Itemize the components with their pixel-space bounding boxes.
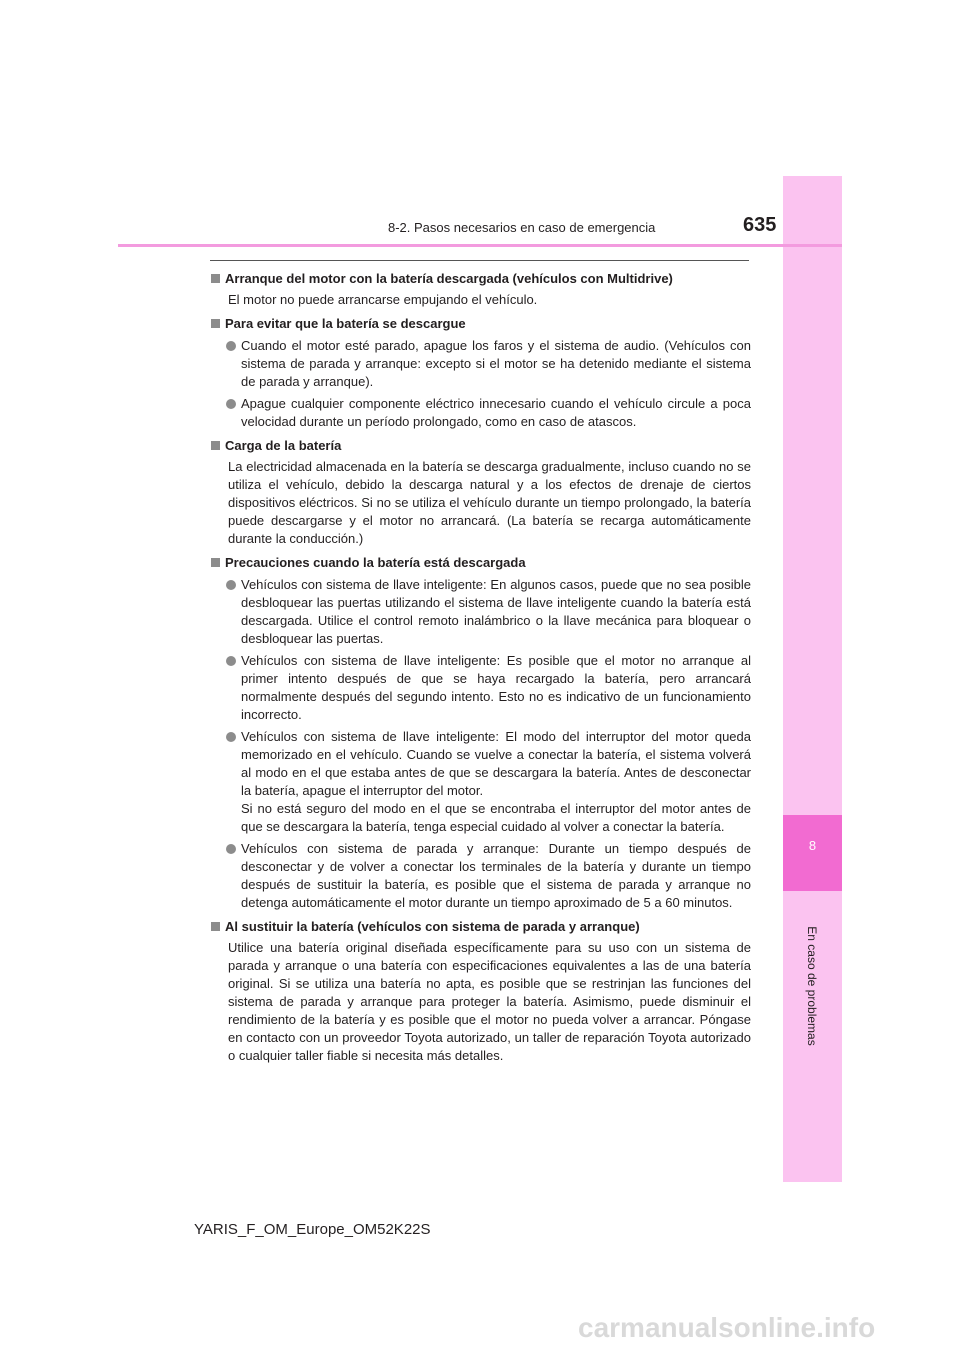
circle-bullet-icon xyxy=(226,844,236,854)
section-sustituir xyxy=(210,918,751,1065)
section-evitar-descarga xyxy=(210,315,751,431)
list-item: Vehículos con sistema de llave inteligente: Es posible que el motor no arranque al primer intento después de que se haya recargado la batería, pero arrancará normalmente después del segundo intento. Esto no es indicativo de un funcionamiento incorrecto. xyxy=(210,652,751,724)
list-item: Vehículos con sistema de llave inteligente: El modo del interruptor del motor queda memorizado en el vehículo. Cuando se vuelve a conectar la batería, el sistema volverá al modo en el que estaba antes de que se descargara la batería. Antes de desconectar la batería, apague el interruptor del motor. Si no está seguro del modo en el que se encontraba el interruptor del motor antes de que se descargara la batería, tenga especial cuidado al volver a conectar la batería. xyxy=(210,728,751,836)
square-bullet-icon xyxy=(211,319,220,328)
square-bullet-icon xyxy=(211,441,220,450)
section-title: Carga de la batería xyxy=(210,437,751,455)
circle-bullet-icon xyxy=(226,580,236,590)
page-content xyxy=(210,266,751,1071)
section-paragraph: Utilice una batería original diseñada específicamente para su uso con un sistema de parada y arranque o una batería con especificaciones equivalentes a las de una batería original. Si se utiliza una batería no apta, es posible que se restrinjan las funciones del sistema de parada y arranque para proteger la batería. Asimismo, puede disminuir el rendimiento de la batería y es posible que el motor no pueda volver a arrancar. Póngase en contacto con un proveedor Toyota autorizado, un taller de reparación Toyota autorizado o cualquier taller fiable si necesita más detalles. xyxy=(228,940,751,1063)
square-bullet-icon xyxy=(211,558,220,567)
section-title: Arranque del motor con la batería descargada (vehículos con Multidrive) xyxy=(210,270,751,288)
document-code: YARIS_F_OM_Europe_OM52K22S xyxy=(194,1221,431,1238)
section-paragraph: El motor no puede arrancarse empujando el vehículo. xyxy=(228,292,538,307)
section-title: Para evitar que la batería se descargue xyxy=(210,315,751,333)
circle-bullet-icon xyxy=(226,341,236,351)
section-arranque xyxy=(210,270,751,309)
section-title: Al sustituir la batería (vehículos con sistema de parada y arranque) xyxy=(210,918,751,936)
chapter-number: 8 xyxy=(808,838,817,853)
circle-bullet-icon xyxy=(226,732,236,742)
list-item: Vehículos con sistema de parada y arranque: Durante un tiempo después de desconectar y de volver a conectar los terminales de la batería y durante un tiempo después de sustituir la batería, es posible que el sistema de parada y arranque no detenga automáticamente el motor durante un tiempo aproximado de 5 a 60 minutos. xyxy=(210,840,751,912)
list-item: Vehículos con sistema de llave inteligente: En algunos casos, puede que no sea posible desbloquear las puertas utilizando el sistema de llave inteligente cuando la batería está descargada. Utilice el control remoto inalámbrico o la llave mecánica para bloquear o desbloquear las puertas. xyxy=(210,576,751,648)
page-number: 635 xyxy=(743,214,777,236)
section-title: Precauciones cuando la batería está descargada xyxy=(210,554,751,572)
section-precauciones xyxy=(210,554,751,912)
chapter-number-marker xyxy=(783,815,842,891)
section-carga xyxy=(210,437,751,548)
section-paragraph: La electricidad almacenada en la batería se descarga gradualmente, incluso cuando no se utiliza el vehículo, debido la descarga natural y a los efectos de drenaje de ciertos dispositivos eléctricos. Si no se utiliza el vehículo durante un tiempo prolongado, la batería puede descargarse y el motor no arrancará. (La batería se recarga automáticamente durante la conducción.) xyxy=(228,459,751,546)
watermark: carmanualsonline.info xyxy=(578,1312,876,1343)
list-item-extra: Si no está seguro del modo en el que se encontraba el interruptor del motor antes de que se descargara la batería, tenga especial cuidado al volver a conectar la batería. xyxy=(241,801,751,834)
circle-bullet-icon xyxy=(226,399,236,409)
chapter-title: En caso de problemas xyxy=(805,926,819,1046)
circle-bullet-icon xyxy=(226,656,236,666)
list-item: Apague cualquier componente eléctrico innecesario cuando el vehículo circule a poca velocidad durante un período prolongado, como en caso de atascos. xyxy=(210,395,751,431)
running-header: 8-2. Pasos necesarios en caso de emergencia xyxy=(388,220,656,235)
header-rule xyxy=(118,244,842,247)
content-top-rule xyxy=(210,260,749,261)
square-bullet-icon xyxy=(211,922,220,931)
list-item: Cuando el motor esté parado, apague los faros y el sistema de audio. (Vehículos con sistema de parada y arranque: excepto si el motor se ha detenido mediante el sistema de parada y arranque). xyxy=(210,337,751,391)
square-bullet-icon xyxy=(211,274,220,283)
